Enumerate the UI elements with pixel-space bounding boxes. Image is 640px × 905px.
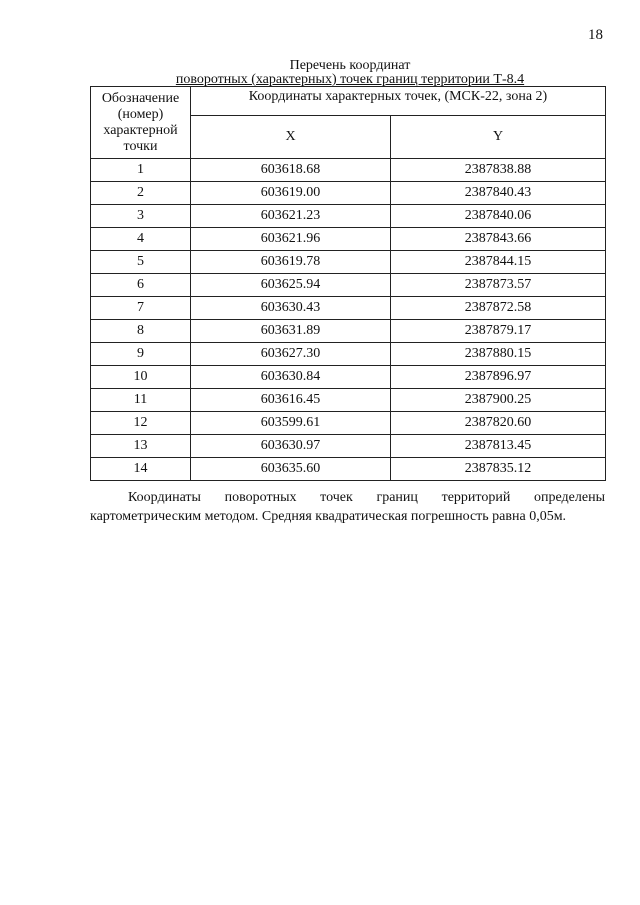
table-row (91, 205, 606, 228)
footnote: Координаты поворотных точек границ территорий определены картометрическим методом. Средняя квадратическая погрешность равна 0,05м. (90, 490, 605, 524)
x-coordinate-cell: 603630.43 (191, 297, 391, 320)
x-coordinate-cell: 603630.97 (191, 435, 391, 458)
point-number-cell: 14 (91, 458, 191, 481)
x-coordinate-cell: 603631.89 (191, 320, 391, 343)
document-subtitle: поворотных (характерных) точек границ территории Т-8.4 (175, 72, 525, 87)
page-number: 18 (588, 27, 603, 43)
x-coordinate-cell: 603621.96 (191, 228, 391, 251)
y-coordinate-cell: 2387843.66 (391, 228, 606, 251)
x-coordinate-cell: 603618.68 (191, 159, 391, 182)
point-number-cell: 6 (91, 274, 191, 297)
y-coordinate-cell: 2387900.25 (391, 389, 606, 412)
table-row (91, 297, 606, 320)
y-coordinate-cell: 2387820.60 (391, 412, 606, 435)
y-coordinate-cell: 2387879.17 (391, 320, 606, 343)
column-header-y: Y (391, 116, 606, 159)
x-coordinate-cell: 603635.60 (191, 458, 391, 481)
point-number-cell: 3 (91, 205, 191, 228)
document-title: Перечень координат (289, 58, 411, 73)
y-coordinate-cell: 2387838.88 (391, 159, 606, 182)
y-coordinate-cell: 2387844.15 (391, 251, 606, 274)
x-coordinate-cell: 603621.23 (191, 205, 391, 228)
coordinates-table (90, 86, 606, 481)
point-number-cell: 7 (91, 297, 191, 320)
point-number-cell: 12 (91, 412, 191, 435)
x-coordinate-cell: 603619.78 (191, 251, 391, 274)
x-coordinate-cell: 603627.30 (191, 343, 391, 366)
table-row (91, 366, 606, 389)
table-row (91, 412, 606, 435)
table-row (91, 435, 606, 458)
point-number-cell: 9 (91, 343, 191, 366)
x-coordinate-cell: 603599.61 (191, 412, 391, 435)
x-coordinate-cell: 603616.45 (191, 389, 391, 412)
point-number-cell: 11 (91, 389, 191, 412)
point-number-cell: 5 (91, 251, 191, 274)
point-number-cell: 1 (91, 159, 191, 182)
y-coordinate-cell: 2387840.06 (391, 205, 606, 228)
point-number-cell: 2 (91, 182, 191, 205)
table-row (91, 159, 606, 182)
column-header-designation: Обозначение (номер) характерной точки (91, 87, 191, 159)
x-coordinate-cell: 603625.94 (191, 274, 391, 297)
y-coordinate-cell: 2387835.12 (391, 458, 606, 481)
column-header-x: X (191, 116, 391, 159)
y-coordinate-cell: 2387872.58 (391, 297, 606, 320)
y-coordinate-cell: 2387840.43 (391, 182, 606, 205)
y-coordinate-cell: 2387873.57 (391, 274, 606, 297)
table-row (91, 251, 606, 274)
table-row (91, 343, 606, 366)
x-coordinate-cell: 603619.00 (191, 182, 391, 205)
point-number-cell: 8 (91, 320, 191, 343)
table-row (91, 228, 606, 251)
column-header-coordinates: Координаты характерных точек, (МСК-22, зона 2) (191, 87, 606, 116)
table-row (91, 320, 606, 343)
y-coordinate-cell: 2387880.15 (391, 343, 606, 366)
table-row (91, 458, 606, 481)
point-number-cell: 4 (91, 228, 191, 251)
point-number-cell: 13 (91, 435, 191, 458)
table-row (91, 389, 606, 412)
point-number-cell: 10 (91, 366, 191, 389)
x-coordinate-cell: 603630.84 (191, 366, 391, 389)
table-body (91, 159, 606, 481)
table-row (91, 274, 606, 297)
y-coordinate-cell: 2387813.45 (391, 435, 606, 458)
table-row (91, 182, 606, 205)
y-coordinate-cell: 2387896.97 (391, 366, 606, 389)
